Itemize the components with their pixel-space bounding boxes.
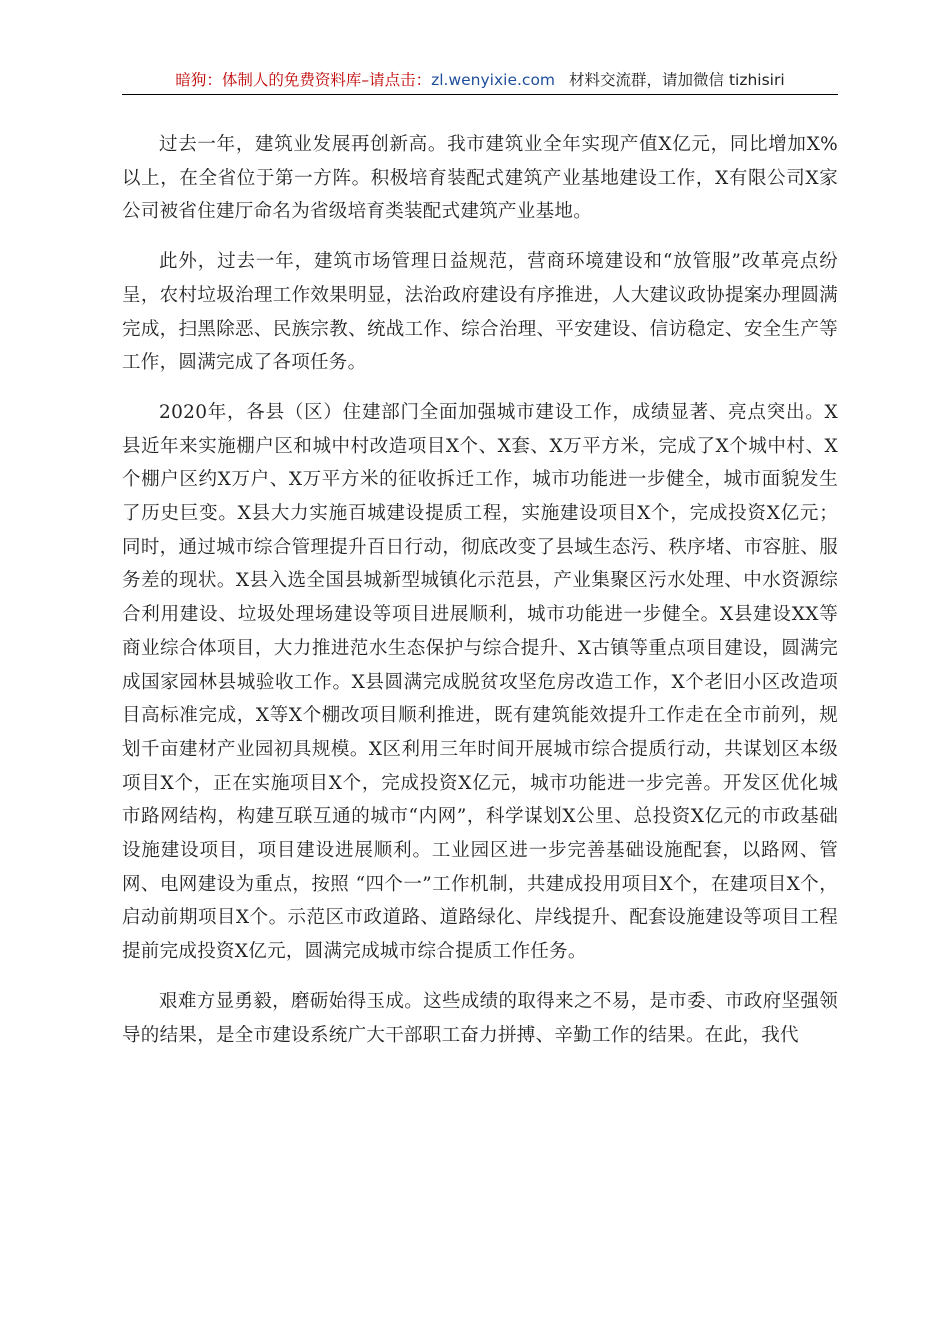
paragraph-2: 此外，过去一年，建筑市场管理日益规范，营商环境建设和“放管服”改革亮点纷呈，农村垃圾治理工作效果明显，法治政府建设有序推进，人大建议政协提案办理圆满完成，扫黑除恶、民族宗教、统战工作、综合治理、平安建设、信访稳定、安全生产等工作，圆满完成了各项任务。	[122, 251, 838, 374]
document-body	[122, 128, 838, 1068]
paragraph-1: 过去一年，建筑业发展再创新高。我市建筑业全年实现产值X亿元，同比增加X%以上，在全省位于第一方阵。积极培育装配式建筑产业基地建设工作，X有限公司X家公司被省住建厅命名为省级培育类装配式建筑产业基地。	[122, 134, 838, 223]
page-header	[122, 68, 838, 95]
header-prompt: –请点击：	[361, 71, 432, 89]
header-link[interactable]: zl.wenyixie.com	[431, 71, 556, 89]
header-brand: 暗狗：体制人的免费资料库	[175, 71, 362, 89]
paragraph-3: 2020年，各县（区）住建部门全面加强城市建设工作，成绩显著、亮点突出。X县近年来实施棚户区和城中村改造项目X个、X套、X万平方米，完成了X个城中村、X个棚户区约X万户、X万平方米的征收拆迁工作，城市功能进一步健全，城市面貌发生了历史巨变。X县大力实施百城建设提质工程，实施建设项目X个，完成投资X亿元；同时，通过城市综合管理提升百日行动，彻底改变了县域生态污、秩序堵、市容脏、服务差的现状。X县入选全国县城新型城镇化示范县，产业集聚区污水处理、中水资源综合利用建设、垃圾处理场建设等项目进展顺利，城市功能进一步健全。X县建设XX等商业综合体项目，大力推进范水生态保护与综合提升、X古镇等重点项目建设，圆满完成国家园林县城验收工作。X县圆满完成脱贫攻坚危房改造工作，X个老旧小区改造项目高标准完成，X等X个棚改项目顺利推进，既有建筑能效提升工作走在全市前列，规划千亩建材产业园初具规模。X区利用三年时间开展城市综合提质行动，共谋划区本级项目X个，正在实施项目X个，完成投资X亿元，城市功能进一步完善。开发区优化城市路网结构，构建互联互通的城市“内网”，科学谋划X公里、总投资X亿元的市政基础设施建设项目，项目建设进展顺利。工业园区进一步完善基础设施配套，以路网、管网、电网建设为重点，按照 “四个一”工作机制，共建成投用项目X个，在建项目X个，启动前期项目X个。示范区市政道路、道路绿化、岸线提升、配套设施建设等项目工程提前完成投资X亿元，圆满完成城市综合提质工作任务。	[122, 401, 838, 963]
paragraph-4: 艰难方显勇毅，磨砺始得玉成。这些成绩的取得来之不易，是市委、市政府坚强领导的结果，是全市建设系统广大干部职工奋力拼搏、辛勤工作的结果。在此，我代	[122, 990, 838, 1046]
header-contact: 材料交流群，请加微信 tizhisiri	[569, 71, 785, 89]
